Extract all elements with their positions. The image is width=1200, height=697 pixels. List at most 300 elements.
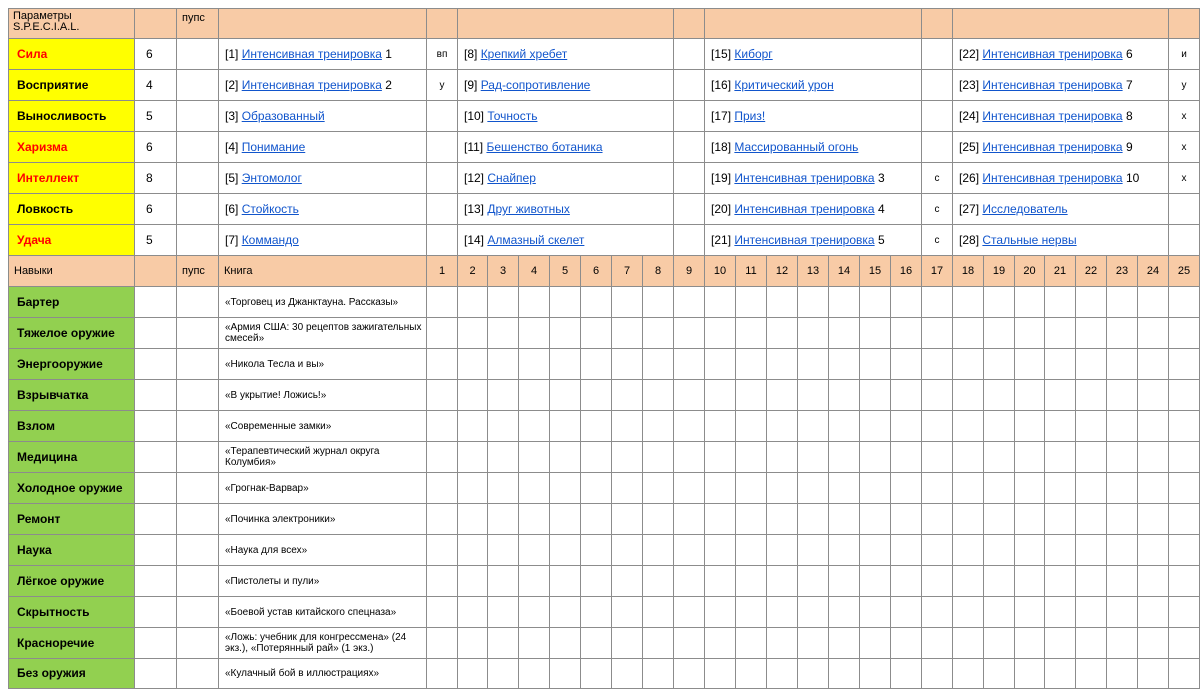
skill-level-cell[interactable] bbox=[427, 287, 458, 318]
skill-level-cell[interactable] bbox=[1015, 411, 1045, 442]
skill-level-cell[interactable] bbox=[984, 318, 1015, 349]
skill-level-cell[interactable] bbox=[1076, 349, 1107, 380]
skill-level-cell[interactable] bbox=[550, 535, 581, 566]
skill-level-cell[interactable] bbox=[922, 628, 953, 659]
skill-level-cell[interactable] bbox=[798, 380, 829, 411]
skill-level-cell[interactable] bbox=[612, 535, 643, 566]
skill-level-cell[interactable] bbox=[767, 473, 798, 504]
skill-book-cell[interactable] bbox=[219, 380, 427, 411]
perk-mark-cell[interactable] bbox=[1169, 101, 1200, 132]
skill-book-cell[interactable] bbox=[219, 504, 427, 535]
skill-level-cell[interactable] bbox=[612, 504, 643, 535]
special-stat-name[interactable] bbox=[9, 70, 135, 101]
skill-level-cell[interactable] bbox=[922, 504, 953, 535]
perk-cell[interactable] bbox=[219, 163, 427, 194]
skill-level-cell[interactable] bbox=[1107, 442, 1138, 473]
level-header-cell[interactable] bbox=[1076, 256, 1107, 287]
level-header-cell[interactable] bbox=[519, 256, 550, 287]
skill-level-cell[interactable] bbox=[705, 411, 736, 442]
skill-level-cell[interactable] bbox=[1107, 473, 1138, 504]
skill-level-cell[interactable] bbox=[860, 628, 891, 659]
skill-name-cell[interactable] bbox=[9, 473, 135, 504]
skill-level-cell[interactable] bbox=[581, 597, 612, 628]
perk-mark-cell[interactable] bbox=[922, 225, 953, 256]
skill-level-cell[interactable] bbox=[1045, 628, 1076, 659]
skill-level-cell[interactable] bbox=[798, 318, 829, 349]
level-header-cell[interactable] bbox=[705, 256, 736, 287]
skill-level-cell[interactable] bbox=[891, 318, 922, 349]
level-header-cell[interactable] bbox=[612, 256, 643, 287]
skill-level-cell[interactable] bbox=[643, 287, 674, 318]
skill-level-cell[interactable] bbox=[860, 318, 891, 349]
perk-mark-cell[interactable] bbox=[427, 225, 458, 256]
skill-level-cell[interactable] bbox=[550, 442, 581, 473]
skill-level-cell[interactable] bbox=[458, 504, 488, 535]
level-header-cell[interactable] bbox=[736, 256, 767, 287]
skill-level-cell[interactable] bbox=[736, 504, 767, 535]
perk-cell[interactable] bbox=[458, 225, 674, 256]
params-header-cell[interactable] bbox=[9, 9, 135, 39]
skill-level-cell[interactable] bbox=[767, 411, 798, 442]
skill-level-cell[interactable] bbox=[922, 380, 953, 411]
perk-link[interactable]: Стальные нервы bbox=[982, 233, 1077, 247]
level-header-cell[interactable] bbox=[427, 256, 458, 287]
skill-level-cell[interactable] bbox=[519, 628, 550, 659]
skill-level-cell[interactable] bbox=[1076, 380, 1107, 411]
skill-level-cell[interactable] bbox=[458, 535, 488, 566]
header-mark-col-1[interactable] bbox=[427, 9, 458, 39]
skill-level-cell[interactable] bbox=[860, 597, 891, 628]
skill-level-cell[interactable] bbox=[458, 597, 488, 628]
skill-level-cell[interactable] bbox=[612, 287, 643, 318]
skill-level-cell[interactable] bbox=[829, 380, 860, 411]
skill-level-cell[interactable] bbox=[1138, 380, 1169, 411]
skill-pups-cell[interactable] bbox=[177, 473, 219, 504]
skill-level-cell[interactable] bbox=[612, 318, 643, 349]
level-header-cell[interactable] bbox=[922, 256, 953, 287]
skill-level-cell[interactable] bbox=[860, 442, 891, 473]
skill-level-cell[interactable] bbox=[458, 287, 488, 318]
special-pups-cell[interactable] bbox=[177, 101, 219, 132]
skill-level-cell[interactable] bbox=[891, 566, 922, 597]
perk-mark-cell[interactable] bbox=[922, 39, 953, 70]
skill-level-cell[interactable] bbox=[674, 380, 705, 411]
level-header-cell[interactable] bbox=[1015, 256, 1045, 287]
perk-mark-cell[interactable] bbox=[922, 132, 953, 163]
skill-level-cell[interactable] bbox=[798, 349, 829, 380]
skill-level-cell[interactable] bbox=[953, 473, 984, 504]
skill-level-cell[interactable] bbox=[612, 473, 643, 504]
perk-cell[interactable] bbox=[953, 70, 1169, 101]
skill-level-cell[interactable] bbox=[798, 628, 829, 659]
pups-header-cell[interactable] bbox=[177, 9, 219, 39]
skill-level-cell[interactable] bbox=[1015, 318, 1045, 349]
skill-level-cell[interactable] bbox=[860, 659, 891, 689]
skill-level-cell[interactable] bbox=[488, 628, 519, 659]
skill-level-cell[interactable] bbox=[922, 659, 953, 689]
perk-cell[interactable] bbox=[953, 101, 1169, 132]
skill-level-cell[interactable] bbox=[1015, 473, 1045, 504]
skill-level-cell[interactable] bbox=[705, 535, 736, 566]
skill-pups-cell[interactable] bbox=[177, 597, 219, 628]
skill-pups-cell[interactable] bbox=[177, 504, 219, 535]
skill-level-cell[interactable] bbox=[922, 535, 953, 566]
skill-level-cell[interactable] bbox=[860, 473, 891, 504]
skill-level-cell[interactable] bbox=[581, 287, 612, 318]
skill-level-cell[interactable] bbox=[798, 566, 829, 597]
skill-level-cell[interactable] bbox=[1076, 504, 1107, 535]
skill-book-cell[interactable] bbox=[219, 287, 427, 318]
perk-cell[interactable] bbox=[458, 194, 674, 225]
level-header-cell[interactable] bbox=[1107, 256, 1138, 287]
perk-mark-cell[interactable] bbox=[427, 39, 458, 70]
skill-level-cell[interactable] bbox=[1138, 566, 1169, 597]
skill-level-cell[interactable] bbox=[674, 473, 705, 504]
skill-level-cell[interactable] bbox=[984, 380, 1015, 411]
skill-level-cell[interactable] bbox=[767, 504, 798, 535]
skill-level-cell[interactable] bbox=[458, 349, 488, 380]
special-pups-cell[interactable] bbox=[177, 225, 219, 256]
skill-level-cell[interactable] bbox=[427, 597, 458, 628]
skill-level-cell[interactable] bbox=[1169, 659, 1200, 689]
skill-name-cell[interactable] bbox=[9, 287, 135, 318]
book-header-cell[interactable] bbox=[219, 256, 427, 287]
skill-level-cell[interactable] bbox=[1169, 597, 1200, 628]
skill-level-cell[interactable] bbox=[1107, 659, 1138, 689]
perk-mark-cell[interactable] bbox=[427, 70, 458, 101]
skill-level-cell[interactable] bbox=[643, 566, 674, 597]
skill-pups-cell[interactable] bbox=[177, 318, 219, 349]
skill-level-cell[interactable] bbox=[519, 318, 550, 349]
skill-book-cell[interactable] bbox=[219, 628, 427, 659]
skill-level-cell[interactable] bbox=[860, 380, 891, 411]
skill-level-cell[interactable] bbox=[674, 535, 705, 566]
perk-cell[interactable] bbox=[705, 132, 922, 163]
special-pups-cell[interactable] bbox=[177, 132, 219, 163]
skill-level-cell[interactable] bbox=[1138, 535, 1169, 566]
skill-book-cell[interactable] bbox=[219, 566, 427, 597]
skill-level-cell[interactable] bbox=[458, 442, 488, 473]
header-mark-col-2[interactable] bbox=[674, 9, 705, 39]
skill-level-cell[interactable] bbox=[581, 318, 612, 349]
skill-level-cell[interactable] bbox=[581, 535, 612, 566]
perk-link[interactable]: Интенсивная тренировка bbox=[734, 202, 875, 216]
perk-cell[interactable] bbox=[458, 101, 674, 132]
skill-book-cell[interactable] bbox=[219, 411, 427, 442]
skill-level-cell[interactable] bbox=[705, 349, 736, 380]
skill-pups-cell[interactable] bbox=[177, 535, 219, 566]
perk-link[interactable]: Точность bbox=[487, 109, 538, 123]
skill-level-cell[interactable] bbox=[458, 380, 488, 411]
skill-name-cell[interactable] bbox=[9, 628, 135, 659]
skill-value-cell[interactable] bbox=[135, 473, 177, 504]
skill-level-cell[interactable] bbox=[550, 504, 581, 535]
skill-level-cell[interactable] bbox=[860, 535, 891, 566]
skill-level-cell[interactable] bbox=[736, 566, 767, 597]
skill-level-cell[interactable] bbox=[984, 566, 1015, 597]
skill-level-cell[interactable] bbox=[891, 380, 922, 411]
perk-link[interactable]: Массированный огонь bbox=[734, 140, 859, 154]
skill-level-cell[interactable] bbox=[984, 349, 1015, 380]
perk-cell[interactable] bbox=[219, 101, 427, 132]
level-header-cell[interactable] bbox=[891, 256, 922, 287]
skill-level-cell[interactable] bbox=[736, 318, 767, 349]
skill-level-cell[interactable] bbox=[1169, 411, 1200, 442]
perk-cell[interactable] bbox=[458, 163, 674, 194]
skill-level-cell[interactable] bbox=[674, 628, 705, 659]
perk-cell[interactable] bbox=[219, 39, 427, 70]
skill-level-cell[interactable] bbox=[488, 566, 519, 597]
skill-level-cell[interactable] bbox=[519, 411, 550, 442]
skill-level-cell[interactable] bbox=[643, 380, 674, 411]
skill-level-cell[interactable] bbox=[1138, 318, 1169, 349]
skill-level-cell[interactable] bbox=[953, 411, 984, 442]
skill-level-cell[interactable] bbox=[550, 597, 581, 628]
skill-pups-cell[interactable] bbox=[177, 380, 219, 411]
skill-level-cell[interactable] bbox=[1107, 287, 1138, 318]
skill-level-cell[interactable] bbox=[1107, 349, 1138, 380]
perk-cell[interactable] bbox=[705, 163, 922, 194]
skill-level-cell[interactable] bbox=[1169, 349, 1200, 380]
skill-value-cell[interactable] bbox=[135, 597, 177, 628]
skill-level-cell[interactable] bbox=[427, 380, 458, 411]
skill-level-cell[interactable] bbox=[953, 628, 984, 659]
perk-cell[interactable] bbox=[953, 132, 1169, 163]
skill-level-cell[interactable] bbox=[1169, 287, 1200, 318]
skill-level-cell[interactable] bbox=[860, 504, 891, 535]
skill-level-cell[interactable] bbox=[1169, 473, 1200, 504]
skill-level-cell[interactable] bbox=[767, 566, 798, 597]
skill-level-cell[interactable] bbox=[643, 535, 674, 566]
special-stat-name[interactable] bbox=[9, 101, 135, 132]
perk-cell[interactable] bbox=[458, 39, 674, 70]
special-pups-cell[interactable] bbox=[177, 70, 219, 101]
skill-level-cell[interactable] bbox=[922, 349, 953, 380]
skill-level-cell[interactable] bbox=[953, 597, 984, 628]
skill-level-cell[interactable] bbox=[488, 504, 519, 535]
skill-level-cell[interactable] bbox=[984, 287, 1015, 318]
skill-level-cell[interactable] bbox=[1076, 597, 1107, 628]
skill-level-cell[interactable] bbox=[581, 442, 612, 473]
skill-level-cell[interactable] bbox=[736, 442, 767, 473]
skill-level-cell[interactable] bbox=[829, 411, 860, 442]
skill-level-cell[interactable] bbox=[984, 628, 1015, 659]
skill-value-cell[interactable] bbox=[135, 287, 177, 318]
skill-level-cell[interactable] bbox=[736, 411, 767, 442]
skill-level-cell[interactable] bbox=[705, 597, 736, 628]
special-pups-cell[interactable] bbox=[177, 163, 219, 194]
special-stat-value[interactable] bbox=[135, 163, 177, 194]
skill-level-cell[interactable] bbox=[891, 442, 922, 473]
skill-level-cell[interactable] bbox=[953, 349, 984, 380]
skill-level-cell[interactable] bbox=[674, 566, 705, 597]
special-stat-name[interactable] bbox=[9, 225, 135, 256]
skill-level-cell[interactable] bbox=[891, 597, 922, 628]
level-header-cell[interactable] bbox=[767, 256, 798, 287]
skill-value-cell[interactable] bbox=[135, 442, 177, 473]
skill-level-cell[interactable] bbox=[612, 628, 643, 659]
skill-level-cell[interactable] bbox=[427, 442, 458, 473]
perk-link[interactable]: Интенсивная тренировка bbox=[982, 47, 1123, 61]
skill-level-cell[interactable] bbox=[736, 349, 767, 380]
skill-book-cell[interactable] bbox=[219, 473, 427, 504]
skill-level-cell[interactable] bbox=[427, 411, 458, 442]
special-stat-value[interactable] bbox=[135, 194, 177, 225]
skill-level-cell[interactable] bbox=[798, 659, 829, 689]
perk-mark-cell[interactable] bbox=[674, 225, 705, 256]
skill-level-cell[interactable] bbox=[953, 380, 984, 411]
skill-level-cell[interactable] bbox=[1076, 411, 1107, 442]
perk-link[interactable]: Интенсивная тренировка bbox=[982, 140, 1123, 154]
skill-level-cell[interactable] bbox=[1138, 504, 1169, 535]
skill-level-cell[interactable] bbox=[488, 473, 519, 504]
skill-level-cell[interactable] bbox=[860, 411, 891, 442]
skill-level-cell[interactable] bbox=[705, 287, 736, 318]
skill-value-cell[interactable] bbox=[135, 504, 177, 535]
skill-level-cell[interactable] bbox=[767, 659, 798, 689]
special-stat-value[interactable] bbox=[135, 101, 177, 132]
skill-level-cell[interactable] bbox=[643, 473, 674, 504]
skill-level-cell[interactable] bbox=[519, 380, 550, 411]
header-mark-col-4[interactable] bbox=[1169, 9, 1200, 39]
skill-level-cell[interactable] bbox=[1107, 628, 1138, 659]
skill-level-cell[interactable] bbox=[1076, 473, 1107, 504]
skill-level-cell[interactable] bbox=[1169, 380, 1200, 411]
perk-link[interactable]: Интенсивная тренировка bbox=[734, 171, 875, 185]
skill-level-cell[interactable] bbox=[427, 318, 458, 349]
perk-link[interactable]: Интенсивная тренировка bbox=[241, 47, 382, 61]
skill-level-cell[interactable] bbox=[984, 442, 1015, 473]
skill-level-cell[interactable] bbox=[488, 318, 519, 349]
skill-level-cell[interactable] bbox=[550, 349, 581, 380]
perk-link[interactable]: Интенсивная тренировка bbox=[982, 171, 1123, 185]
skill-level-cell[interactable] bbox=[922, 473, 953, 504]
level-header-cell[interactable] bbox=[674, 256, 705, 287]
skill-level-cell[interactable] bbox=[458, 659, 488, 689]
header-perk-col-1[interactable] bbox=[219, 9, 427, 39]
perk-link[interactable]: Образованный bbox=[241, 109, 325, 123]
skill-level-cell[interactable] bbox=[1076, 318, 1107, 349]
skill-pups-cell[interactable] bbox=[177, 411, 219, 442]
skill-level-cell[interactable] bbox=[736, 597, 767, 628]
skill-level-cell[interactable] bbox=[643, 349, 674, 380]
skill-value-cell[interactable] bbox=[135, 349, 177, 380]
skill-level-cell[interactable] bbox=[674, 442, 705, 473]
skill-level-cell[interactable] bbox=[922, 597, 953, 628]
perk-cell[interactable] bbox=[953, 225, 1169, 256]
skill-level-cell[interactable] bbox=[612, 380, 643, 411]
skill-level-cell[interactable] bbox=[427, 349, 458, 380]
skill-value-cell[interactable] bbox=[135, 659, 177, 689]
skill-level-cell[interactable] bbox=[550, 380, 581, 411]
skill-level-cell[interactable] bbox=[550, 473, 581, 504]
skill-level-cell[interactable] bbox=[829, 287, 860, 318]
skill-value-cell[interactable] bbox=[135, 566, 177, 597]
skill-level-cell[interactable] bbox=[705, 318, 736, 349]
perk-link[interactable]: Алмазный скелет bbox=[487, 233, 585, 247]
skill-level-cell[interactable] bbox=[458, 318, 488, 349]
level-header-cell[interactable] bbox=[643, 256, 674, 287]
perk-link[interactable]: Друг животных bbox=[487, 202, 570, 216]
skill-level-cell[interactable] bbox=[1107, 597, 1138, 628]
perk-mark-cell[interactable] bbox=[1169, 194, 1200, 225]
perk-mark-cell[interactable] bbox=[427, 163, 458, 194]
skill-level-cell[interactable] bbox=[581, 349, 612, 380]
skill-level-cell[interactable] bbox=[860, 287, 891, 318]
skill-level-cell[interactable] bbox=[1015, 659, 1045, 689]
skill-level-cell[interactable] bbox=[427, 504, 458, 535]
perk-cell[interactable] bbox=[219, 70, 427, 101]
skill-level-cell[interactable] bbox=[519, 504, 550, 535]
skill-level-cell[interactable] bbox=[581, 566, 612, 597]
skill-level-cell[interactable] bbox=[953, 535, 984, 566]
skill-level-cell[interactable] bbox=[643, 597, 674, 628]
skill-level-cell[interactable] bbox=[519, 473, 550, 504]
perk-mark-cell[interactable] bbox=[427, 101, 458, 132]
skills-pups-header-cell[interactable] bbox=[177, 256, 219, 287]
skill-level-cell[interactable] bbox=[458, 566, 488, 597]
special-stat-name[interactable] bbox=[9, 39, 135, 70]
skill-level-cell[interactable] bbox=[458, 411, 488, 442]
skill-level-cell[interactable] bbox=[705, 442, 736, 473]
skill-level-cell[interactable] bbox=[581, 411, 612, 442]
perk-cell[interactable] bbox=[705, 225, 922, 256]
skill-level-cell[interactable] bbox=[674, 287, 705, 318]
skill-level-cell[interactable] bbox=[736, 659, 767, 689]
skill-level-cell[interactable] bbox=[829, 535, 860, 566]
perk-link[interactable]: Рад-сопротивление bbox=[480, 78, 591, 92]
perk-cell[interactable] bbox=[953, 39, 1169, 70]
perk-cell[interactable] bbox=[705, 194, 922, 225]
skill-level-cell[interactable] bbox=[427, 535, 458, 566]
skill-name-cell[interactable] bbox=[9, 318, 135, 349]
perk-link[interactable]: Крепкий хребет bbox=[480, 47, 568, 61]
perk-mark-cell[interactable] bbox=[922, 70, 953, 101]
skill-pups-cell[interactable] bbox=[177, 628, 219, 659]
skill-level-cell[interactable] bbox=[829, 504, 860, 535]
skill-level-cell[interactable] bbox=[581, 628, 612, 659]
skill-level-cell[interactable] bbox=[798, 287, 829, 318]
skill-level-cell[interactable] bbox=[643, 504, 674, 535]
perk-mark-cell[interactable] bbox=[922, 163, 953, 194]
skill-level-cell[interactable] bbox=[581, 504, 612, 535]
level-header-cell[interactable] bbox=[581, 256, 612, 287]
skill-level-cell[interactable] bbox=[829, 628, 860, 659]
skill-level-cell[interactable] bbox=[612, 566, 643, 597]
skill-level-cell[interactable] bbox=[550, 566, 581, 597]
skill-level-cell[interactable] bbox=[829, 442, 860, 473]
level-header-cell[interactable] bbox=[798, 256, 829, 287]
skill-name-cell[interactable] bbox=[9, 411, 135, 442]
perk-link[interactable]: Понимание bbox=[241, 140, 306, 154]
perk-cell[interactable] bbox=[219, 194, 427, 225]
perk-cell[interactable] bbox=[219, 132, 427, 163]
perk-mark-cell[interactable] bbox=[674, 39, 705, 70]
skill-level-cell[interactable] bbox=[829, 349, 860, 380]
special-stat-name[interactable] bbox=[9, 132, 135, 163]
header-perk-col-3[interactable] bbox=[705, 9, 922, 39]
skill-level-cell[interactable] bbox=[674, 318, 705, 349]
skill-pups-cell[interactable] bbox=[177, 287, 219, 318]
skill-level-cell[interactable] bbox=[643, 442, 674, 473]
skill-level-cell[interactable] bbox=[519, 287, 550, 318]
perk-mark-cell[interactable] bbox=[674, 70, 705, 101]
skill-level-cell[interactable] bbox=[1169, 442, 1200, 473]
perk-mark-cell[interactable] bbox=[922, 194, 953, 225]
skill-level-cell[interactable] bbox=[705, 380, 736, 411]
perk-cell[interactable] bbox=[953, 194, 1169, 225]
skill-level-cell[interactable] bbox=[1045, 473, 1076, 504]
